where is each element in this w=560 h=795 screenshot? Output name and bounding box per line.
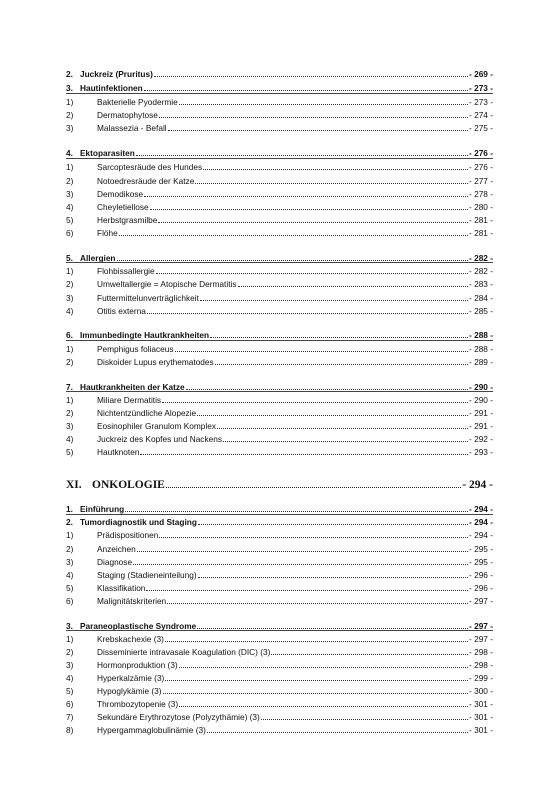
dot-leader [186,389,468,390]
entry-number: 2) [66,408,74,418]
entry-page-number: - 294 - [469,530,493,540]
entry-page-number: - 280 - [469,202,493,212]
entry-title: Hormonproduktion (3) [97,660,178,670]
toc-section[interactable] [66,81,493,93]
entry-title: Diagnose [97,557,133,567]
entry-number: 2) [66,544,74,554]
entry-number: 2) [66,357,74,367]
entry-title: Bakterielle Pyodermie [97,97,178,107]
toc-subsection[interactable] [66,264,493,276]
toc-section[interactable] [66,515,493,527]
entry-page-number: - 296 - [469,570,493,580]
entry-number: 1) [66,634,74,644]
entry-title: Flöhe [97,228,118,238]
entry-number: 6. [66,330,73,340]
toc-subsection[interactable] [66,542,493,554]
toc-subsection[interactable] [66,581,493,593]
chapter-heading[interactable] [66,475,493,491]
dot-leader [210,337,468,338]
toc-subsection[interactable] [66,226,493,238]
entry-title: Miliare Dermatitis [97,395,162,405]
dot-leader [217,428,468,429]
entry-title: Malassezia - Befall [97,123,167,133]
entry-title: Futtermittelunverträglichkeit [97,293,199,303]
toc-subsection[interactable] [66,291,493,303]
dot-leader [271,654,468,655]
entry-title: Hautinfektionen [80,83,143,93]
entry-title: Staging (Stadieneinteilung) [97,570,197,580]
entry-page-number: - 283 - [469,279,493,289]
section-divider [66,93,493,94]
entry-title: Hautkrankheiten der Katze [80,382,185,392]
toc-subsection[interactable] [66,645,493,657]
entry-number: 3) [66,660,74,670]
entry-page-number: - 298 - [469,647,493,657]
dot-leader [150,209,468,210]
entry-number: 3) [66,421,74,431]
entry-page-number: - 291 - [469,421,493,431]
dot-leader [158,222,468,223]
entry-number: 2) [66,176,74,186]
toc-subsection[interactable] [66,684,493,696]
entry-title: Allergien [80,253,116,263]
dot-leader [215,364,468,365]
toc-subsection[interactable] [66,568,493,580]
entry-page-number: - 276 - [469,148,493,158]
entry-page-number: - 277 - [469,176,493,186]
entry-number: 5) [66,447,74,457]
dot-leader [140,454,468,455]
entry-number: XI. [66,479,82,491]
entry-page-number: - 288 - [469,344,493,354]
entry-page-number: - 273 - [469,97,493,107]
section-divider [66,391,493,392]
dot-leader [147,313,468,314]
section-divider [66,514,493,515]
toc-subsection[interactable] [66,355,493,367]
entry-page-number: - 290 - [469,382,493,392]
toc-subsection[interactable] [66,108,493,120]
entry-title: Diskoider Lupus erythematodes [97,357,214,367]
entry-title: Hautknoten [97,447,140,457]
toc-subsection[interactable] [66,187,493,199]
dot-leader [203,169,468,170]
toc-subsection[interactable] [66,277,493,289]
entry-page-number: - 273 - [469,83,493,93]
toc-subsection[interactable] [66,304,493,316]
toc-section[interactable] [66,146,493,158]
toc-subsection[interactable] [66,95,493,107]
dot-leader [179,104,468,105]
entry-number: 5) [66,686,74,696]
entry-number: 3) [66,293,74,303]
dot-leader [136,155,468,156]
entry-number: 3) [66,557,74,567]
toc-subsection[interactable] [66,432,493,444]
dot-leader [163,693,468,694]
entry-number: 5) [66,583,74,593]
entry-number: 8) [66,725,74,735]
toc-subsection[interactable] [66,632,493,644]
toc-subsection[interactable] [66,710,493,722]
entry-title: Hyperkalzämie (3) [97,673,165,683]
toc-subsection[interactable] [66,213,493,225]
toc-subsection[interactable] [66,121,493,133]
entry-number: 4) [66,673,74,683]
entry-page-number: - 275 - [469,123,493,133]
entry-title: ONKOLOGIE [92,479,165,491]
entry-title: Umweltallergie = Atopische Dermatitis [97,279,237,289]
entry-page-number: - 297 - [469,634,493,644]
entry-number: 1. [66,504,73,514]
dot-leader [238,286,469,287]
entry-title: Anzeichen [97,544,136,554]
entry-number: 2) [66,279,74,289]
entry-page-number: - 294 - [469,504,493,514]
entry-page-number: - 288 - [469,330,493,340]
dot-leader [162,402,468,403]
entry-number: 2. [66,69,73,79]
entry-number: 6) [66,228,74,238]
entry-title: Dermatophytose [97,110,158,120]
entry-number: 4) [66,202,74,212]
dot-leader [223,441,468,442]
entry-title: Pemphigus foliaceus [97,344,174,354]
dot-leader [156,273,468,274]
entry-page-number: - 295 - [469,544,493,554]
toc-subsection[interactable] [66,419,493,431]
dot-leader [167,603,468,604]
dot-leader [159,537,468,538]
entry-page-number: - 274 - [469,110,493,120]
toc-subsection[interactable] [66,445,493,457]
dot-leader [168,130,468,131]
section-divider [66,262,493,263]
entry-title: Disseminierte intravasale Koagulation (DIC) (3) [97,647,271,657]
entry-title: Einführung [80,504,125,514]
entry-page-number: - 296 - [469,583,493,593]
entry-number: 3) [66,123,74,133]
dot-leader [198,524,468,525]
dot-leader [197,415,468,416]
toc-subsection[interactable] [66,160,493,172]
entry-title: Eosinophiler Granulom Komplex [97,421,216,431]
toc-subsection[interactable] [66,174,493,186]
entry-page-number: - 291 - [469,408,493,418]
entry-page-number: - 299 - [469,673,493,683]
entry-number: 1) [66,97,74,107]
dot-leader [198,577,468,578]
entry-number: 1) [66,344,74,354]
entry-title: Klassifikation [97,583,146,593]
entry-page-number: - 278 - [469,189,493,199]
entry-number: 6) [66,596,74,606]
entry-title: Flohbissallergie [97,266,155,276]
entry-number: 1) [66,266,74,276]
entry-title: Malignitätskriterien [97,596,167,606]
entry-number: 1) [66,162,74,172]
entry-number: 4) [66,306,74,316]
entry-page-number: - 282 - [469,253,493,263]
entry-number: 1) [66,530,74,540]
toc-subsection[interactable] [66,658,493,670]
toc-subsection[interactable] [66,555,493,567]
entry-number: 1) [66,395,74,405]
entry-page-number: - 281 - [469,228,493,238]
entry-number: 6) [66,699,74,709]
toc-subsection[interactable] [66,594,493,606]
entry-page-number: - 301 - [469,699,493,709]
section-divider [66,340,493,341]
entry-number: 3. [66,83,73,93]
dot-leader [137,551,468,552]
dot-leader [146,590,468,591]
entry-page-number: - 301 - [469,712,493,722]
dot-leader [117,260,469,261]
entry-page-number: - 285 - [469,306,493,316]
section-divider [66,630,493,631]
dot-leader [197,628,468,629]
entry-title: Juckreiz des Kopfes und Nackens [97,434,222,444]
entry-number: 7. [66,382,73,392]
toc-subsection[interactable] [66,393,493,405]
entry-title: Tumordiagnostik und Staging [80,517,197,527]
toc-subsection[interactable] [66,406,493,418]
toc-subsection[interactable] [66,528,493,540]
entry-title: Sekundäre Erythrozytose (Polyzythämie) (3) [97,712,260,722]
entry-number: 3. [66,621,73,631]
section-divider [66,158,493,159]
dot-leader [119,235,468,236]
entry-page-number: - 284 - [469,293,493,303]
entry-title: Herbstgrasmilbe [97,215,158,225]
entry-number: 2) [66,647,74,657]
entry-page-number: - 282 - [469,266,493,276]
entry-page-number: - 292 - [469,434,493,444]
entry-title: Thrombozytopenie (3) [97,699,179,709]
entry-page-number: - 276 - [469,162,493,172]
dot-leader [166,487,461,488]
toc-subsection[interactable] [66,671,493,683]
entry-number: 3) [66,189,74,199]
entry-title: Cheyletiellose [97,202,149,212]
entry-number: 4) [66,434,74,444]
dot-leader [207,732,468,733]
toc-section[interactable] [66,328,493,340]
dot-leader [195,183,468,184]
entry-page-number: - 290 - [469,395,493,405]
entry-page-number: - 269 - [469,69,493,79]
entry-page-number: - 297 - [469,621,493,631]
dot-leader [154,76,468,77]
toc-section[interactable] [66,67,493,79]
entry-title: Hypergammaglobulinämie (3) [97,725,206,735]
entry-page-number: - 281 - [469,215,493,225]
entry-page-number: - 301 - [469,725,493,735]
entry-page-number: - 294 - [469,517,493,527]
entry-number: 2) [66,110,74,120]
entry-number: 5) [66,215,74,225]
entry-page-number: - 289 - [469,357,493,367]
toc-subsection[interactable] [66,723,493,735]
entry-number: 5. [66,253,73,263]
entry-number: 7) [66,712,74,722]
entry-page-number: - 293 - [469,447,493,457]
entry-page-number: - 294 - [462,479,493,491]
entry-title: Notoedresräude der Katze [97,176,195,186]
dot-leader [165,680,468,681]
entry-page-number: - 300 - [469,686,493,696]
toc-subsection[interactable] [66,342,493,354]
entry-title: Otitis externa [97,306,146,316]
entry-title: Hypoglykämie (3) [97,686,162,696]
entry-page-number: - 295 - [469,557,493,567]
toc-subsection[interactable] [66,697,493,709]
entry-title: Sarcoptesräude des Hundes [97,162,203,172]
dot-leader [144,196,468,197]
dot-leader [200,300,468,301]
entry-title: Nichtentzündliche Alopezie [97,408,197,418]
dot-leader [133,564,468,565]
dot-leader [179,667,468,668]
dot-leader [125,511,468,512]
dot-leader [165,641,468,642]
toc-section[interactable] [66,502,493,514]
entry-title: Krebskachexie (3) [97,634,164,644]
dot-leader [261,719,468,720]
entry-title: Demodikose [97,189,144,199]
dot-leader [175,351,468,352]
dot-leader [159,117,468,118]
dot-leader [144,90,468,91]
dot-leader [179,706,468,707]
entry-title: Ektoparasiten [80,148,135,158]
entry-page-number: - 297 - [469,596,493,606]
entry-number: 4. [66,148,73,158]
toc-subsection[interactable] [66,200,493,212]
entry-title: Paraneoplastische Syndrome [80,621,197,631]
entry-title: Immunbedingte Hautkrankheiten [80,330,210,340]
entry-title: Juckreiz (Pruritus) [80,69,153,79]
entry-page-number: - 298 - [469,660,493,670]
entry-number: 4) [66,570,74,580]
entry-number: 2. [66,517,73,527]
entry-title: Prädispositionen [97,530,159,540]
